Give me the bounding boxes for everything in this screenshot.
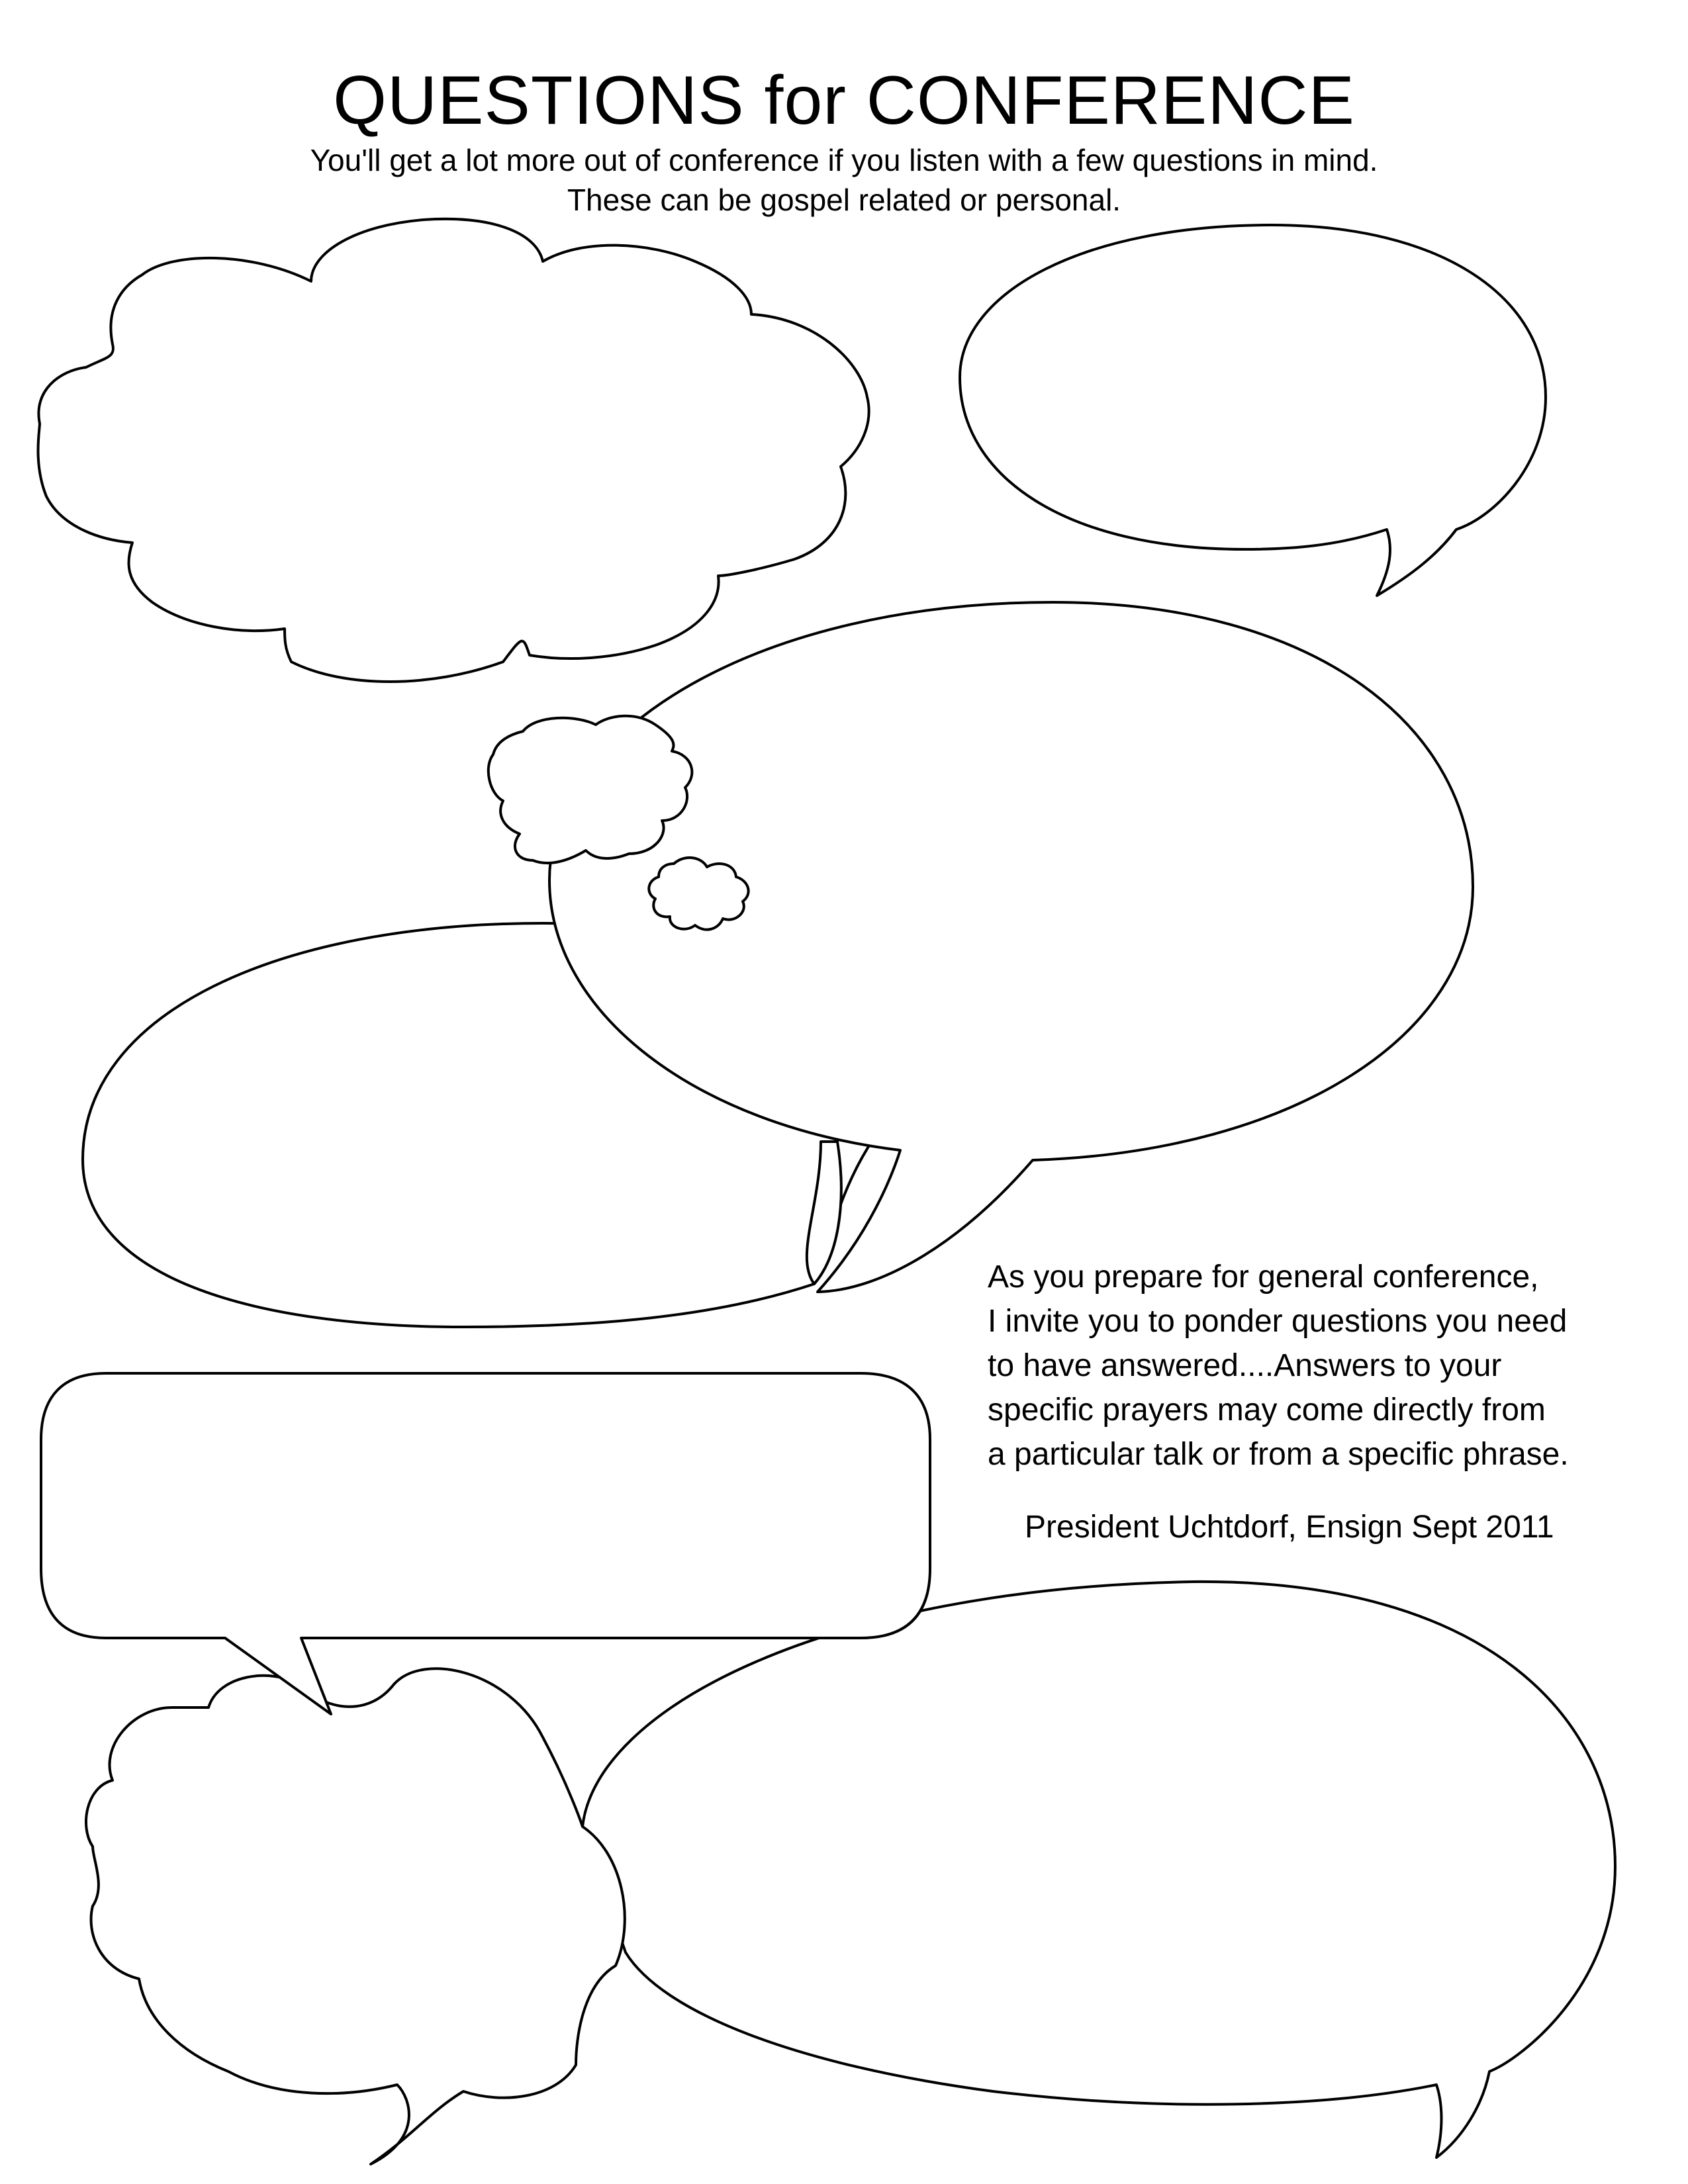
thought-cloud-top-left[interactable] — [38, 219, 869, 682]
quote-attribution: President Uchtdorf, Ensign Sept 2011 — [1025, 1510, 1554, 1545]
quote-line: to have answered....Answers to your — [988, 1348, 1502, 1383]
quote-line: As you prepare for general conference, — [988, 1259, 1539, 1295]
speech-bubble-top-right[interactable] — [960, 225, 1546, 596]
thought-cloud-bottom-left[interactable] — [86, 1668, 625, 2164]
subtitle-line-2: These can be gospel related or personal. — [567, 183, 1121, 217]
page-title: QUESTIONS for CONFERENCE — [333, 62, 1355, 139]
quote-line: I invite you to ponder questions you need — [988, 1304, 1568, 1339]
quote-line: a particular talk or from a specific phrase. — [988, 1437, 1569, 1472]
speech-bubble-bottom-right[interactable] — [583, 1582, 1615, 2158]
subtitle-line-1: You'll get a lot more out of conference if you listen with a few questions in mind. — [310, 143, 1378, 177]
quote-line: specific prayers may come directly from — [988, 1392, 1546, 1428]
quote-block — [988, 1255, 1650, 1477]
